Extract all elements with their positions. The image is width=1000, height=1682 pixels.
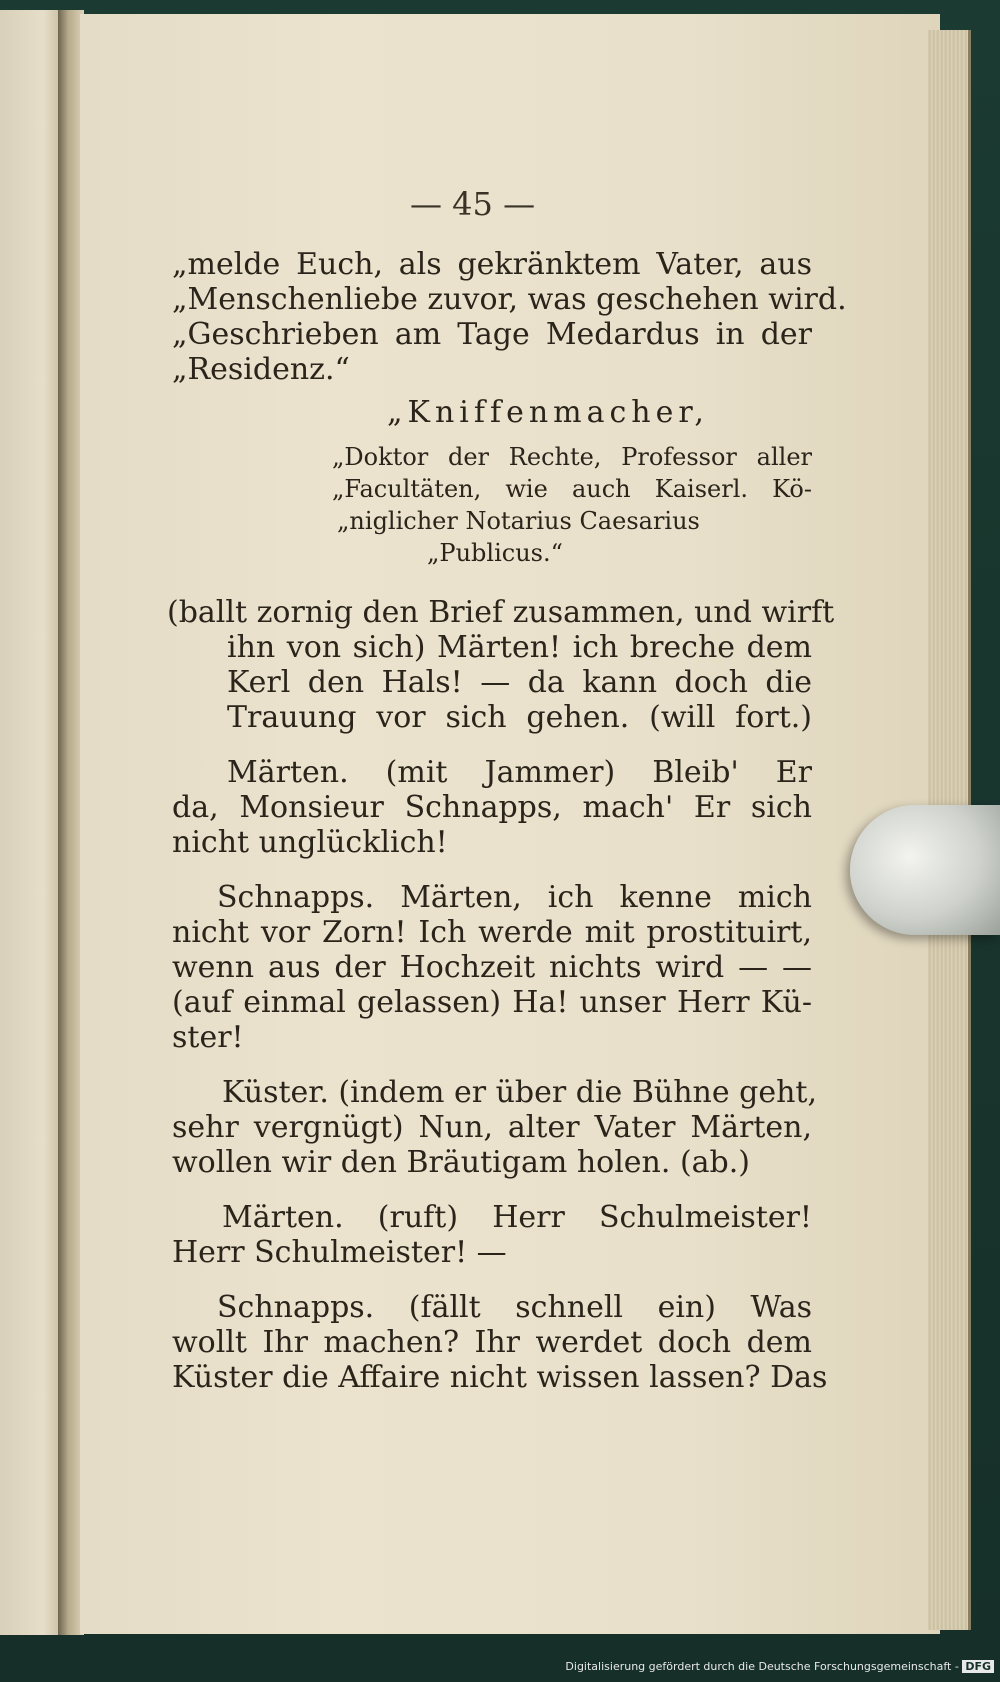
text-line: „Menschenliebe zuvor, was geschehen wird. (172, 282, 847, 317)
text-line: wollen wir den Bräutigam holen. (ab.) (172, 1145, 750, 1180)
text-line: (auf einmal gelassen) Ha! unser Herr Kü- (172, 985, 812, 1020)
text-line: „melde Euch, als gekränktem Vater, aus (172, 247, 812, 282)
text-line: „niglicher Notarius Caesarius (337, 507, 700, 535)
credit-text: Digitalisierung gefördert durch die Deutsche Forschungsgemeinschaft - (565, 1660, 959, 1673)
text-line: nicht unglücklich! (172, 825, 448, 860)
dfg-logo: DFG (962, 1660, 994, 1673)
text-line: „Publicus.“ (427, 539, 563, 567)
text-line: ihn von sich) Märten! ich breche dem (227, 630, 812, 665)
text-line: Küster die Affaire nicht wissen lassen? Das (172, 1360, 828, 1395)
text-line: Schnapps. Märten, ich kenne mich (217, 880, 812, 915)
page-clip (850, 805, 1000, 935)
text-line: Märten. (mit Jammer) Bleib' Er (227, 755, 812, 790)
text-line: wenn aus der Hochzeit nichts wird — — (172, 950, 812, 985)
digitization-credit (565, 1660, 994, 1673)
signature-name: „Kniffenmacher, (387, 395, 709, 430)
text-line: „Facultäten, wie auch Kaiserl. Kö- (332, 475, 812, 503)
text-line: sehr vergnügt) Nun, alter Vater Märten, (172, 1110, 812, 1145)
text-line: wollt Ihr machen? Ihr werdet doch dem (172, 1325, 812, 1360)
text-line: Schnapps. (fällt schnell ein) Was (217, 1290, 812, 1325)
text-line: da, Monsieur Schnapps, mach' Er sich (172, 790, 812, 825)
text-line: Herr Schulmeister! — (172, 1235, 507, 1270)
page-number: — 45 — (410, 185, 536, 223)
text-line: „Residenz.“ (172, 352, 350, 387)
text-line: „Geschrieben am Tage Medardus in der (172, 317, 812, 352)
text-line: Märten. (ruft) Herr Schulmeister! (222, 1200, 812, 1235)
text-line: Küster. (indem er über die Bühne geht, (222, 1075, 818, 1110)
left-page-edge (0, 10, 64, 1635)
text-line: Kerl den Hals! — da kann doch die (227, 665, 812, 700)
text-line: nicht vor Zorn! Ich werde mit prostituirt, (172, 915, 812, 950)
text-line: „Doktor der Rechte, Professor aller (332, 443, 812, 471)
text-line: Trauung vor sich gehen. (will fort.) (227, 700, 812, 735)
text-line: ster! (172, 1020, 244, 1055)
text-line: (ballt zornig den Brief zusammen, und wirft (167, 595, 835, 630)
